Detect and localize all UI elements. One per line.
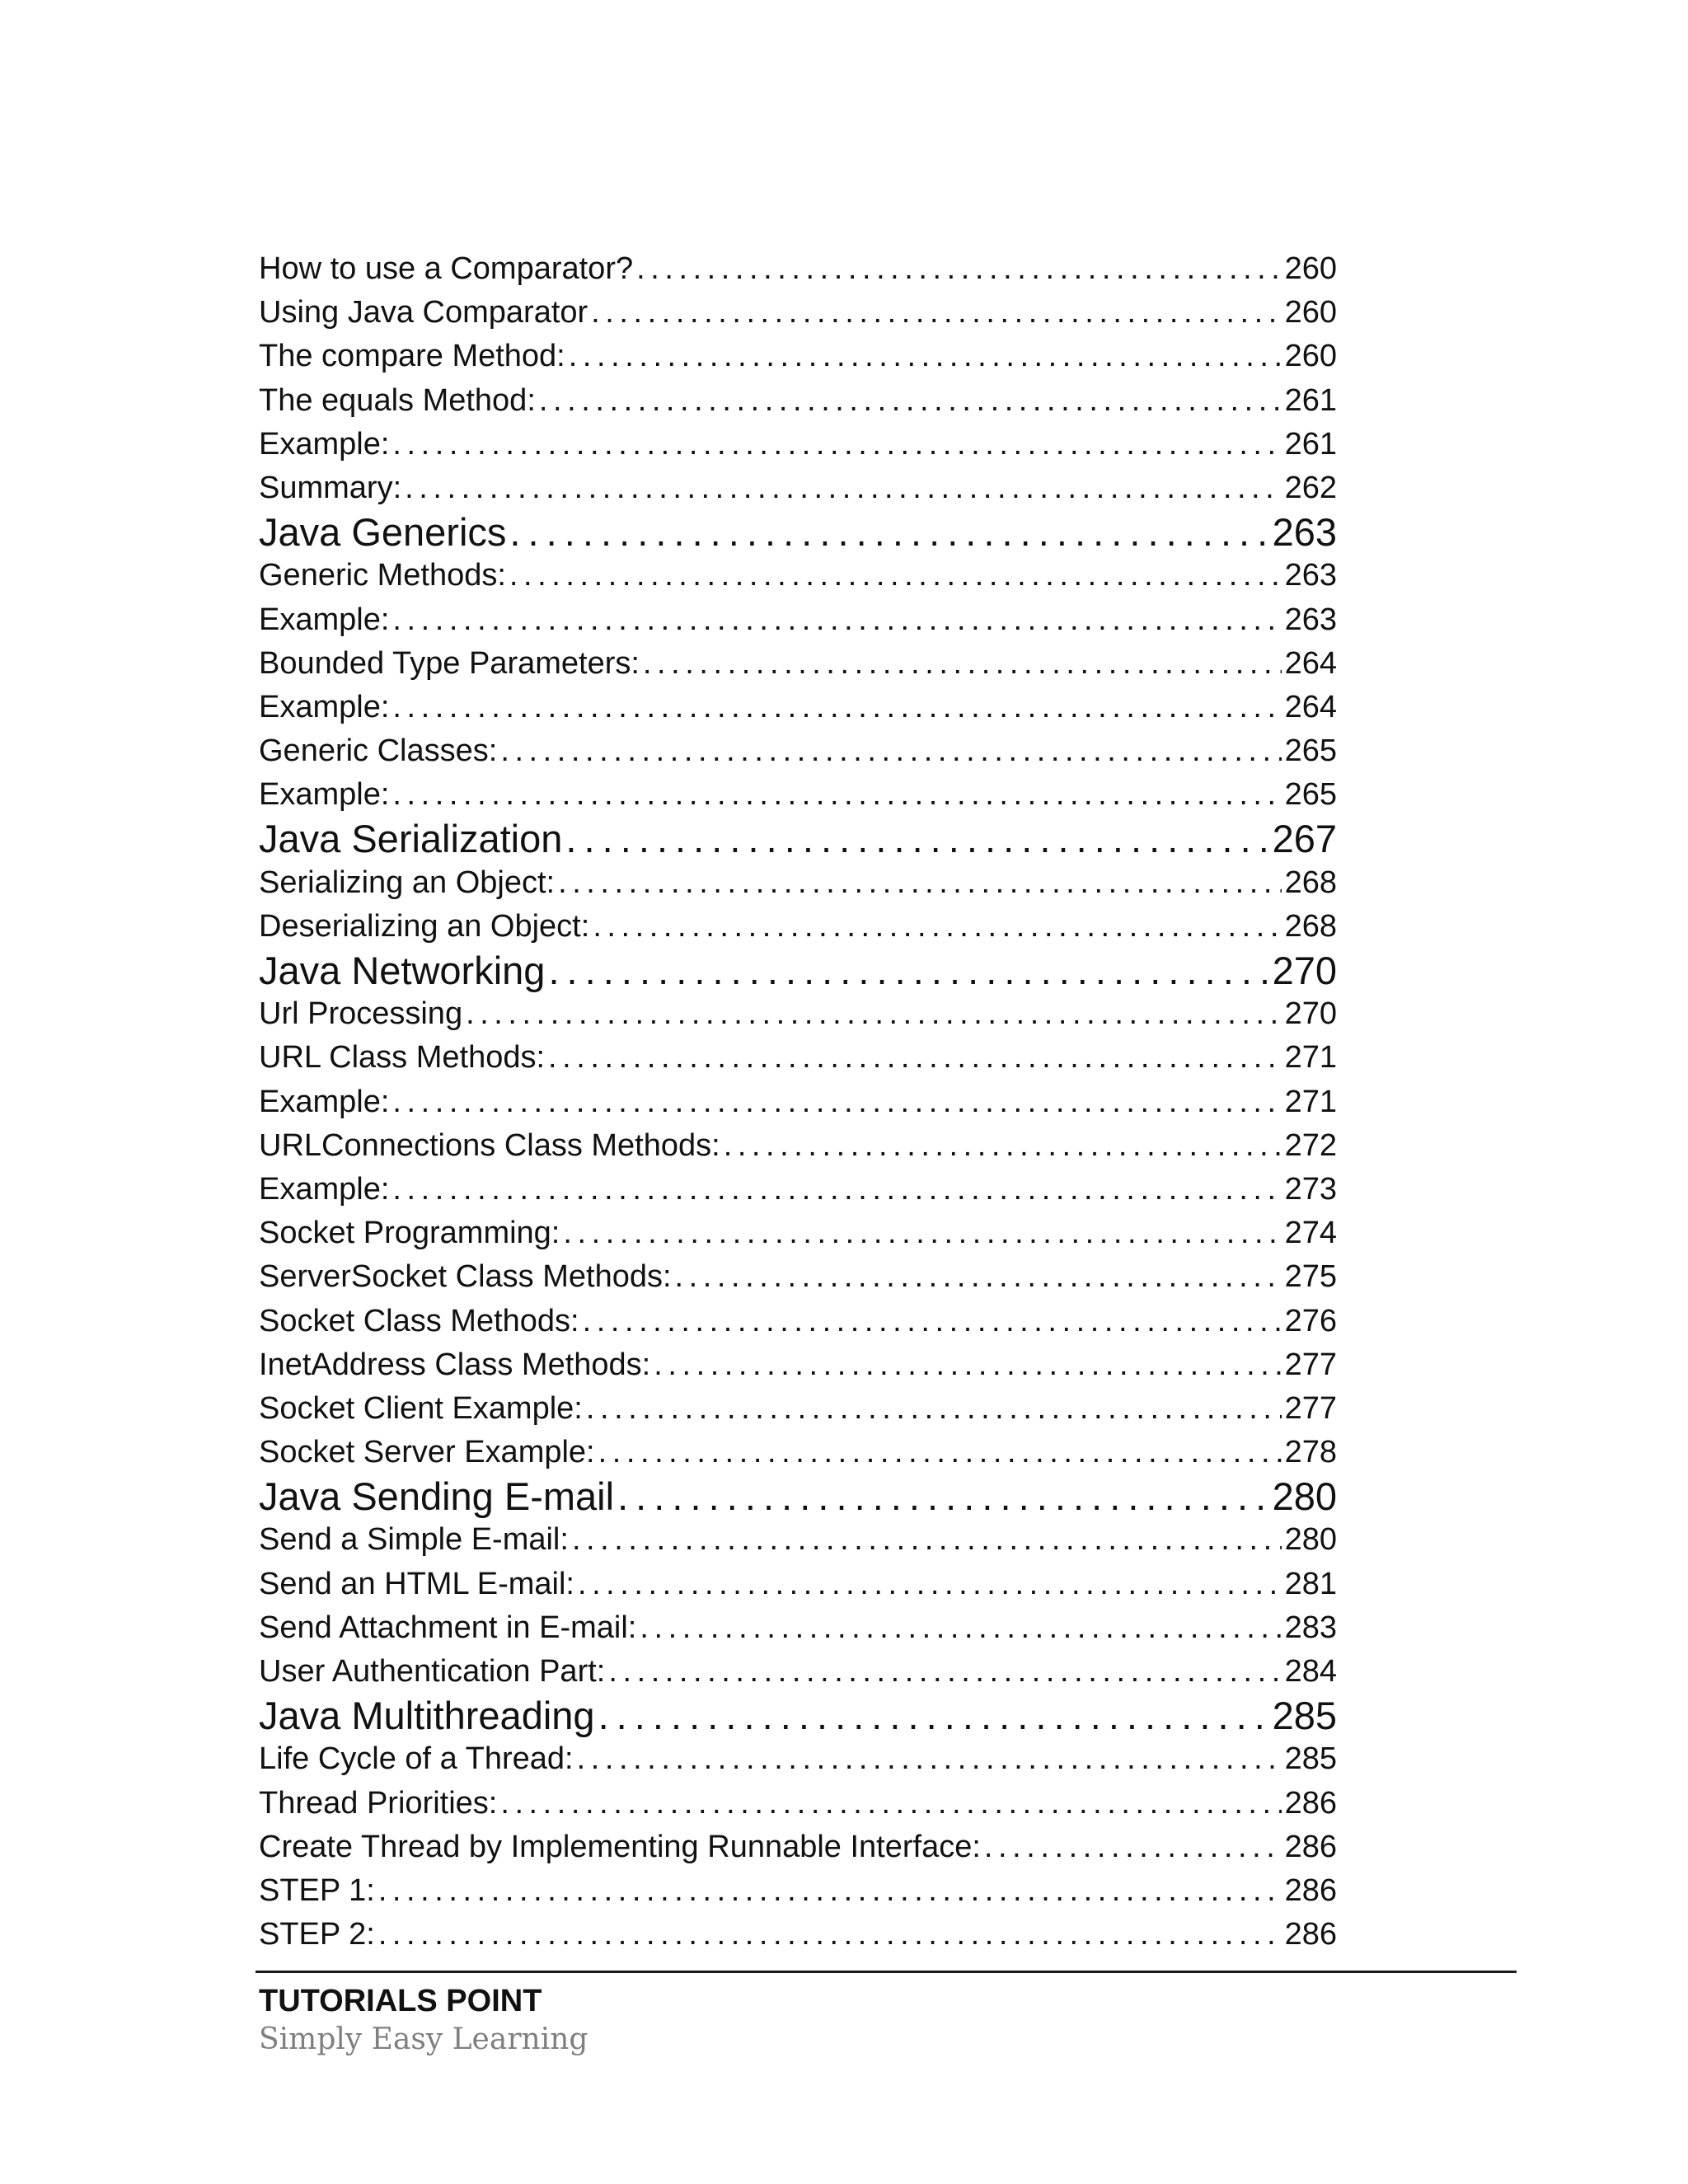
toc-dot-leader — [654, 1343, 1281, 1387]
toc-entry[interactable] — [259, 861, 1337, 905]
toc-entry[interactable] — [259, 1431, 1337, 1474]
toc-entry[interactable] — [259, 1036, 1337, 1080]
toc-entry-title: Thread Priorities: — [259, 1785, 498, 1821]
toc-dot-leader — [586, 1387, 1282, 1431]
toc-entry-title: Socket Programming: — [259, 1216, 560, 1251]
toc-entry[interactable] — [259, 1518, 1337, 1562]
toc-entry-title: Example: — [259, 1171, 390, 1207]
toc-entry[interactable] — [259, 773, 1337, 817]
toc-entry[interactable] — [259, 1300, 1337, 1343]
toc-dot-leader — [598, 1694, 1269, 1737]
toc-page-number: 286 — [1284, 1872, 1337, 1908]
footer-brand: TUTORIALS POINT — [259, 1984, 542, 2018]
toc-dot-leader — [578, 1563, 1282, 1606]
footer-tagline: Simply Easy Learning — [259, 2022, 588, 2056]
toc-page-number: 286 — [1284, 1829, 1337, 1864]
toc-entry-title: Life Cycle of a Thread: — [259, 1741, 574, 1777]
toc-entry-title: Serializing an Object: — [259, 865, 556, 900]
toc-entry-title: Send a Simple E-mail: — [259, 1522, 569, 1558]
toc-entry[interactable] — [259, 1563, 1337, 1606]
toc-entry[interactable] — [259, 1869, 1337, 1913]
toc-dot-leader — [558, 861, 1282, 905]
toc-entry[interactable] — [259, 1255, 1337, 1299]
toc-entry[interactable] — [259, 1212, 1337, 1255]
toc-dot-leader — [405, 466, 1281, 510]
toc-entry-title: The compare Method: — [259, 339, 565, 374]
toc-entry-title: Generic Methods: — [259, 558, 506, 593]
toc-chapter-entry[interactable] — [259, 1474, 1337, 1518]
toc-dot-leader — [593, 905, 1281, 949]
toc-dot-leader — [466, 992, 1282, 1036]
toc-dot-leader — [378, 1869, 1282, 1913]
toc-page-number: 263 — [1272, 510, 1337, 555]
toc-entry-title: Java Networking — [259, 949, 546, 992]
toc-entry-title: Example: — [259, 1084, 390, 1119]
toc-entry-title: URLConnections Class Methods: — [259, 1127, 720, 1163]
toc-entry-title: Java Serialization — [259, 817, 563, 861]
toc-entry-title: Bounded Type Parameters: — [259, 645, 640, 681]
toc-entry[interactable] — [259, 686, 1337, 729]
toc-entry[interactable] — [259, 1825, 1337, 1869]
toc-dot-leader — [643, 642, 1282, 686]
toc-entry-title: The equals Method: — [259, 382, 536, 418]
toc-entry-title: Url Processing — [259, 996, 463, 1032]
toc-entry-title: ServerSocket Class Methods: — [259, 1259, 672, 1295]
toc-page-number: 265 — [1284, 733, 1337, 769]
toc-page-number: 261 — [1284, 426, 1337, 462]
toc-entry-title: Java Multithreading — [259, 1694, 595, 1738]
toc-entry-title: Example: — [259, 777, 390, 813]
toc-entry[interactable] — [259, 291, 1337, 335]
toc-dot-leader — [392, 1080, 1281, 1124]
toc-chapter-entry[interactable] — [259, 1694, 1337, 1737]
toc-entry[interactable] — [259, 1606, 1337, 1650]
toc-dot-leader — [509, 510, 1268, 554]
toc-entry[interactable] — [259, 1913, 1337, 1957]
toc-dot-leader — [539, 379, 1282, 423]
toc-dot-leader — [509, 554, 1282, 598]
toc-page-number: 273 — [1284, 1171, 1337, 1207]
toc-page-number: 265 — [1284, 777, 1337, 813]
toc-page-number: 271 — [1284, 1084, 1337, 1119]
toc-entry[interactable] — [259, 554, 1337, 598]
toc-page-number: 284 — [1284, 1654, 1337, 1689]
toc-dot-leader — [378, 1913, 1282, 1957]
toc-page-number: 277 — [1284, 1390, 1337, 1426]
toc-dot-leader — [984, 1825, 1282, 1869]
toc-entry[interactable] — [259, 992, 1337, 1036]
toc-page-number: 280 — [1272, 1474, 1337, 1519]
toc-page-number: 263 — [1284, 558, 1337, 593]
toc-dot-leader — [640, 1606, 1281, 1650]
toc-entry[interactable] — [259, 1080, 1337, 1124]
toc-entry-title: Example: — [259, 602, 390, 637]
toc-entry[interactable] — [259, 905, 1337, 949]
toc-entry-title: Summary: — [259, 470, 402, 505]
toc-entry-title: Send Attachment in E-mail: — [259, 1610, 637, 1645]
toc-entry[interactable] — [259, 466, 1337, 510]
toc-page-number: 275 — [1284, 1259, 1337, 1295]
toc-dot-leader — [569, 335, 1282, 378]
toc-dot-leader — [392, 598, 1281, 642]
toc-page-number: 264 — [1284, 645, 1337, 681]
toc-entry[interactable] — [259, 598, 1337, 642]
toc-entry-title: Create Thread by Implementing Runnable Interface: — [259, 1829, 981, 1864]
toc-entry[interactable] — [259, 247, 1337, 291]
toc-entry-title: Using Java Comparator — [259, 295, 588, 330]
toc-page-number: 280 — [1284, 1522, 1337, 1558]
toc-page-number: 271 — [1284, 1040, 1337, 1076]
toc-page-number: 272 — [1284, 1127, 1337, 1163]
toc-dot-leader — [563, 1212, 1281, 1255]
toc-dot-leader — [617, 1474, 1269, 1518]
toc-dot-leader — [500, 729, 1281, 773]
toc-entry-title: Generic Classes: — [259, 733, 498, 769]
toc-page-number: 281 — [1284, 1566, 1337, 1601]
toc-dot-leader — [608, 1650, 1281, 1694]
toc-dot-leader — [565, 817, 1268, 860]
toc-dot-leader — [548, 1036, 1282, 1080]
toc-entry[interactable] — [259, 1387, 1337, 1431]
toc-page-number: 285 — [1284, 1741, 1337, 1777]
toc-entry-title: Example: — [259, 689, 390, 724]
toc-page-number: 278 — [1284, 1435, 1337, 1470]
toc-page-number: 270 — [1284, 996, 1337, 1032]
toc-entry-title: Example: — [259, 426, 390, 462]
toc-page-number: 268 — [1284, 908, 1337, 944]
toc-entry[interactable] — [259, 1650, 1337, 1694]
toc-page-number: 270 — [1272, 949, 1337, 992]
toc-dot-leader — [548, 949, 1268, 992]
table-of-contents — [259, 247, 1337, 1957]
toc-entry-title: InetAddress Class Methods: — [259, 1347, 651, 1382]
toc-entry[interactable] — [259, 1737, 1337, 1781]
toc-page-number: 264 — [1284, 689, 1337, 724]
toc-dot-leader — [675, 1255, 1282, 1299]
toc-page-number: 261 — [1284, 382, 1337, 418]
toc-page-number: 274 — [1284, 1216, 1337, 1251]
toc-page-number: 260 — [1284, 251, 1337, 286]
toc-dot-leader — [598, 1431, 1282, 1474]
toc-entry-title: Socket Server Example: — [259, 1435, 595, 1470]
toc-entry[interactable] — [259, 1124, 1337, 1168]
toc-entry[interactable] — [259, 1343, 1337, 1387]
toc-page-number: 277 — [1284, 1347, 1337, 1382]
toc-entry-title: STEP 2: — [259, 1917, 375, 1952]
toc-entry[interactable] — [259, 1782, 1337, 1825]
toc-page-number: 267 — [1272, 817, 1337, 861]
toc-page-number: 283 — [1284, 1610, 1337, 1645]
toc-dot-leader — [572, 1518, 1282, 1562]
toc-entry-title: How to use a Comparator? — [259, 251, 634, 286]
toc-entry-title: Java Sending E-mail — [259, 1474, 615, 1519]
toc-entry[interactable] — [259, 1168, 1337, 1212]
toc-chapter-entry[interactable] — [259, 949, 1337, 992]
toc-page-number: 260 — [1284, 295, 1337, 330]
toc-page-number: 268 — [1284, 865, 1337, 900]
toc-page-number: 263 — [1284, 602, 1337, 637]
toc-entry[interactable] — [259, 729, 1337, 773]
toc-entry-title: Send an HTML E-mail: — [259, 1566, 574, 1601]
toc-entry[interactable] — [259, 335, 1337, 378]
toc-dot-leader — [500, 1782, 1281, 1825]
toc-dot-leader — [392, 773, 1281, 817]
toc-dot-leader — [636, 247, 1281, 291]
toc-entry-title: Socket Client Example: — [259, 1390, 583, 1426]
toc-dot-leader — [724, 1124, 1282, 1168]
footer-divider — [256, 1971, 1517, 1973]
toc-entry-title: Deserializing an Object: — [259, 908, 590, 944]
toc-entry-title: Socket Class Methods: — [259, 1303, 579, 1338]
toc-page-number: 260 — [1284, 339, 1337, 374]
toc-page-number: 286 — [1284, 1917, 1337, 1952]
toc-dot-leader — [392, 423, 1281, 466]
toc-dot-leader — [392, 1168, 1281, 1212]
toc-entry-title: URL Class Methods: — [259, 1040, 546, 1076]
toc-page-number: 276 — [1284, 1303, 1337, 1338]
toc-entry[interactable] — [259, 423, 1337, 466]
toc-chapter-entry[interactable] — [259, 510, 1337, 554]
toc-chapter-entry[interactable] — [259, 817, 1337, 860]
toc-page-number: 262 — [1284, 470, 1337, 505]
toc-dot-leader — [577, 1737, 1282, 1781]
toc-dot-leader — [591, 291, 1281, 335]
toc-page-number: 285 — [1272, 1694, 1337, 1738]
toc-dot-leader — [392, 686, 1281, 729]
toc-entry[interactable] — [259, 379, 1337, 423]
toc-entry-title: STEP 1: — [259, 1872, 375, 1908]
toc-page-number: 286 — [1284, 1785, 1337, 1821]
toc-entry-title: User Authentication Part: — [259, 1654, 606, 1689]
toc-entry-title: Java Generics — [259, 510, 507, 555]
toc-dot-leader — [583, 1300, 1282, 1343]
toc-entry[interactable] — [259, 642, 1337, 686]
